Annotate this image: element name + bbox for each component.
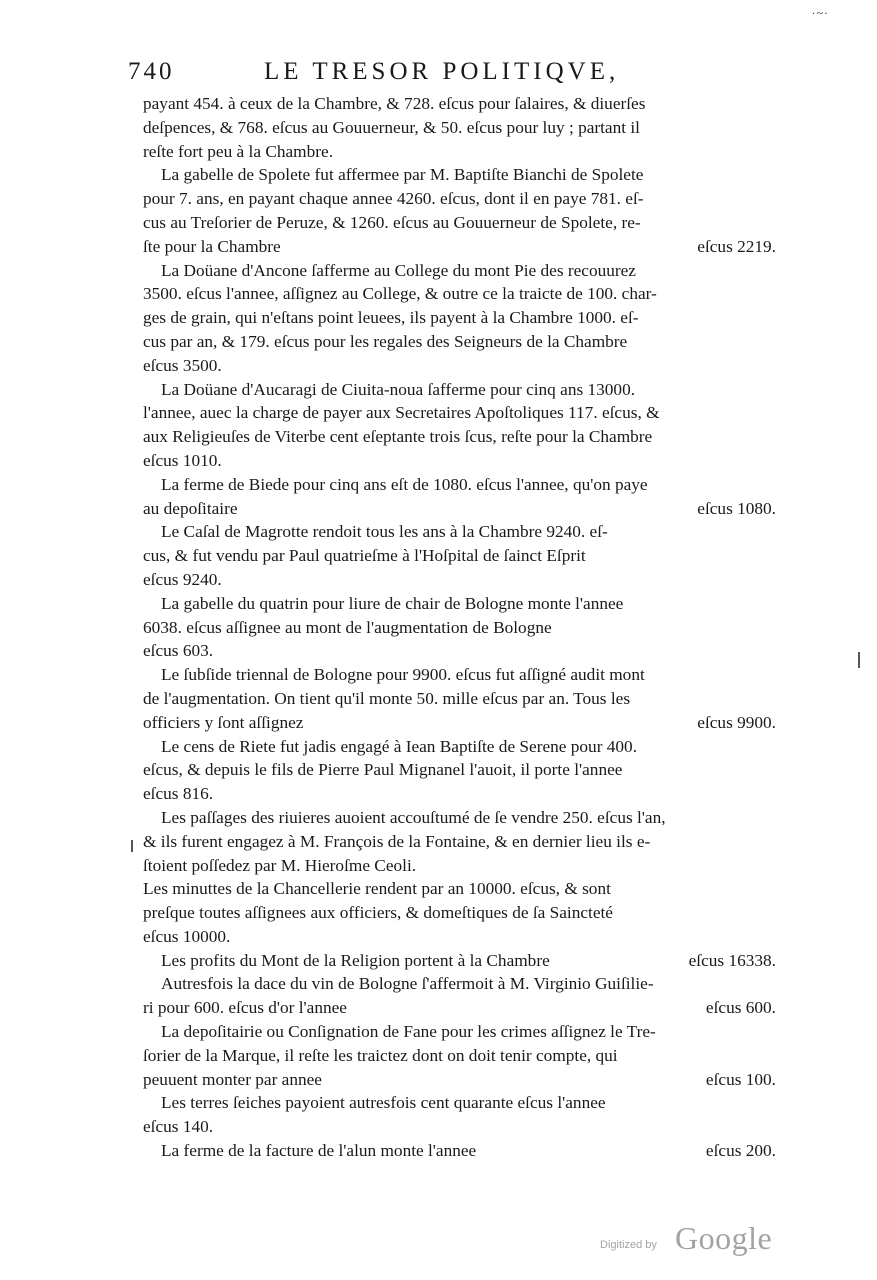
text-line bbox=[143, 497, 776, 521]
text-line bbox=[143, 949, 776, 973]
text-line: 3500. eſcus l'annee, aſſignez au College, & outre ce la traicte de 100. char- bbox=[143, 284, 657, 304]
text-line: Le cens de Riete fut jadis engagé à Iean Baptiſte de Serene pour 400. bbox=[161, 736, 638, 756]
text-line: pour 7. ans, en payant chaque annee 4260. eſcus, dont il en paye 781. eſ- bbox=[143, 189, 644, 209]
text-line: Les minuttes de la Chancellerie rendent par an 10000. eſcus, & sont bbox=[143, 879, 611, 899]
line-amount: eſcus 2219. bbox=[697, 236, 776, 256]
line-text: peuuent monter par annee bbox=[143, 1069, 322, 1089]
text-line: eſcus 10000. bbox=[143, 926, 231, 946]
page-header bbox=[128, 58, 788, 92]
line-amount: eſcus 1080. bbox=[697, 498, 776, 518]
text-line bbox=[143, 1068, 776, 1092]
text-line: Le ſubſide triennal de Bologne pour 9900. eſcus fut aſſigné audit mont bbox=[161, 665, 645, 685]
text-line bbox=[143, 996, 776, 1020]
line-amount: eſcus 100. bbox=[705, 1069, 776, 1089]
line-amount: eſcus 600. bbox=[705, 998, 776, 1018]
text-line: La Doüane d'Ancone ſafferme au College du mont Pie des recouurez bbox=[161, 260, 636, 280]
line-text: au depoſitaire bbox=[143, 498, 238, 518]
text-line: Le Caſal de Magrotte rendoit tous les ans à la Chambre 9240. eſ- bbox=[161, 522, 608, 542]
text-line: eſcus, & depuis le fils de Pierre Paul Mignanel l'auoit, il porte l'annee bbox=[143, 760, 623, 780]
page-number: 740 bbox=[128, 58, 175, 85]
line-amount: eſcus 200. bbox=[705, 1141, 776, 1161]
text-line: reſte fort peu à la Chambre. bbox=[143, 141, 334, 161]
text-line: cus par an, & 179. eſcus pour les regales des Seigneurs de la Chambre bbox=[143, 331, 628, 351]
text-line: aux Religieuſes de Viterbe cent eſeptante trois ſcus, reſte pour la Chambre bbox=[143, 427, 653, 447]
text-line: Les paſſages des riuieres auoient accouſtumé de ſe vendre 250. eſcus l'an, bbox=[161, 807, 666, 827]
text-line: de l'augmentation. On tient qu'il monte 50. mille eſcus par an. Tous les bbox=[143, 688, 631, 708]
text-line: eſcus 3500. bbox=[143, 355, 222, 375]
google-logo: Google bbox=[675, 1220, 773, 1256]
text-line: La gabelle du quatrin pour liure de chair de Bologne monte l'annee bbox=[161, 593, 624, 613]
text-line: La ferme de Biede pour cinq ans eſt de 1080. eſcus l'annee, qu'on paye bbox=[161, 474, 648, 494]
line-amount: eſcus 9900. bbox=[697, 712, 776, 732]
text-line: ſtoient poſſedez par M. Hieroſme Ceoli. bbox=[143, 855, 417, 875]
text-line: eſcus 1010. bbox=[143, 450, 222, 470]
text-line: La Doüane d'Aucaragi de Ciuita-noua ſafferme pour cinq ans 13000. bbox=[161, 379, 636, 399]
text-line: ges de grain, qui n'eſtans point leuees, ils payent à la Chambre 1000. eſ- bbox=[143, 308, 639, 328]
text-line: deſpences, & 768. eſcus au Gouuerneur, & 50. eſcus pour luy ; partant il bbox=[143, 117, 640, 137]
text-line bbox=[143, 711, 776, 735]
text-line: eſcus 603. bbox=[143, 641, 214, 661]
line-text: ri pour 600. eſcus d'or l'annee bbox=[143, 998, 347, 1018]
margin-mark bbox=[131, 840, 133, 852]
margin-mark bbox=[858, 652, 860, 668]
corner-mark: ·~· bbox=[811, 6, 829, 20]
text-line bbox=[143, 235, 776, 259]
text-line: eſcus 816. bbox=[143, 784, 214, 804]
text-line: Les terres ſeiches payoient autresfois cent quarante eſcus l'annee bbox=[161, 1093, 606, 1113]
line-text: Les profits du Mont de la Religion portent à la Chambre bbox=[161, 950, 550, 970]
line-text: La ferme de la facture de l'alun monte l'annee bbox=[161, 1141, 477, 1161]
text-line: La depoſitairie ou Conſignation de Fane pour les crimes aſſignez le Tre- bbox=[161, 1022, 656, 1042]
line-text: ſte pour la Chambre bbox=[143, 236, 281, 256]
text-line: 6038. eſcus aſſignee au mont de l'augmentation de Bologne bbox=[143, 617, 552, 637]
text-line: La gabelle de Spolete fut affermee par M. Baptiſte Bianchi de Spolete bbox=[161, 165, 644, 185]
text-line: eſcus 140. bbox=[143, 1117, 214, 1137]
running-title: LE TRESOR POLITIQVE, bbox=[264, 58, 620, 85]
text-line: & ils furent engagez à M. François de la Fontaine, & en dernier lieu ils e- bbox=[143, 831, 651, 851]
text-line: cus, & fut vendu par Paul quatrieſme à l'Hoſpital de ſainct Eſprit bbox=[143, 546, 586, 566]
text-line: Autresfois la dace du vin de Bologne ſ'affermoit à M. Virginio Guiſilie- bbox=[161, 974, 654, 994]
digitized-footer bbox=[600, 1220, 790, 1260]
digitized-label: Digitized by bbox=[600, 1239, 657, 1251]
text-line: cus au Treſorier de Peruze, & 1260. eſcus au Gouuerneur de Spolete, re- bbox=[143, 212, 641, 232]
text-line: l'annee, auec la charge de payer aux Secretaires Apoſtoliques 117. eſcus, & bbox=[143, 403, 660, 423]
text-line: preſque toutes aſſignees aux officiers, & domeſtiques de ſa Saincteté bbox=[143, 903, 613, 923]
line-text: officiers y ſont aſſignez bbox=[143, 712, 304, 732]
text-line: eſcus 9240. bbox=[143, 569, 222, 589]
text-line: payant 454. à ceux de la Chambre, & 728. eſcus pour ſalaires, & diuerſes bbox=[143, 94, 646, 113]
text-line bbox=[143, 1139, 776, 1163]
body-text bbox=[143, 92, 776, 1163]
line-amount: eſcus 16338. bbox=[688, 950, 776, 970]
text-line: ſorier de la Marque, il reſte les traictez dont on doit tenir compte, qui bbox=[143, 1045, 618, 1065]
